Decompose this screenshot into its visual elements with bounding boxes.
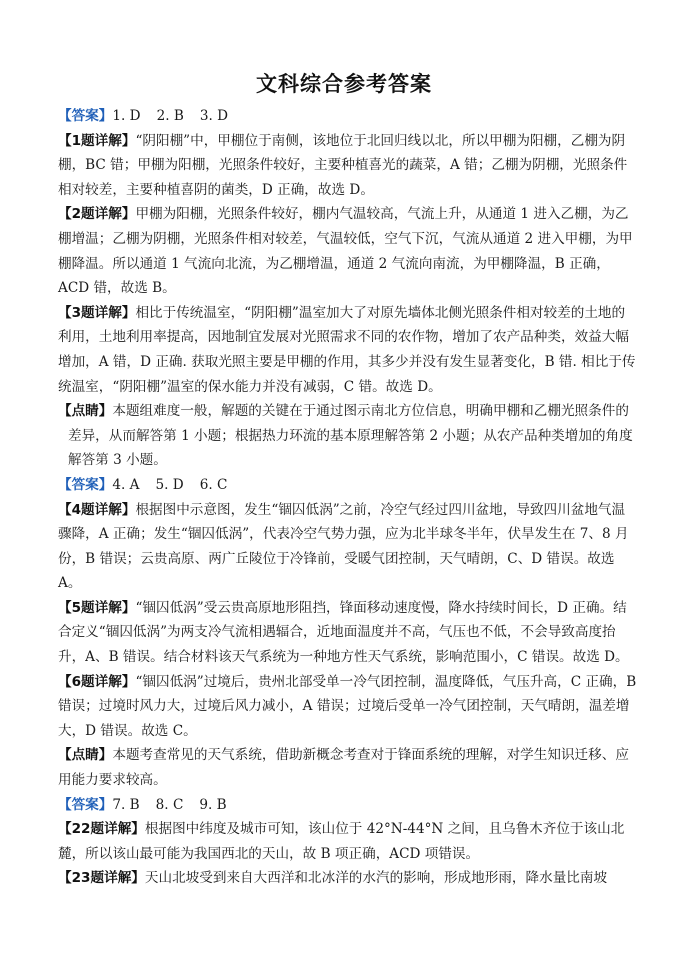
answer-tag: 【答案】 [58,796,113,813]
explanation-paragraph [58,301,638,399]
section-tag: 【23题详解】 [58,870,145,887]
answer-tag: 【答案】 [58,476,113,493]
answer-item: 6. C [199,476,228,493]
explanation-paragraph [58,498,638,596]
paragraph-text: 本题考查常见的天气系统，借助新概念考查对于锋面系统的理解，对学生知识迁移、应用能力要求较高。 [58,747,629,789]
section-tag: 【6题详解】 [58,673,136,690]
section-tag: 【2题详解】 [58,206,136,223]
section-tag: 【点睛】 [58,403,113,420]
explanation-paragraph [58,743,638,792]
answer-item: 2. B [156,108,184,124]
answer-item: 8. C [155,796,184,813]
answer-line [58,104,638,129]
section-tag: 【22题详解】 [58,821,145,838]
answer-line [58,793,638,818]
explanation-paragraph [58,817,638,866]
answer-content [58,104,638,891]
page-title: 文科综合参考答案 [256,72,432,96]
answer-tag: 【答案】 [58,108,113,124]
paragraph-text: 天山北坡受到来自大西洋和北冰洋的水汽的影响，形成地形雨，降水量比南坡 [144,870,608,887]
paragraph-text: “锢囚低涡”过境后，贵州北部受单一冷气团控制，温度降低，气压升高，C 正确，B 错误；过境时风力大，过境后风力减小，A 错误；过境后受单一冷气团控制，天气晴朗，温差增大，D 错误。故选 C。 [58,673,637,739]
answer-item: 1. D [112,108,141,124]
paragraph-text: 根据图中纬度及城市可知，该山位于 42°N-44°N 之间，且乌鲁木齐位于该山北麓，所以该山最可能为我国西北的天山，故 B 项正确，ACD 项错误。 [58,821,625,862]
paragraph-text: 本题组难度一般，解题的关键在于通过图示南北方位信息，明确甲棚和乙棚光照条件的差异，从而解答第 1 小题；根据热力环流的基本原理解答第 2 小题；从农产品种类增加的角度解答第 3 小题。 [68,403,633,469]
explanation-paragraph [58,399,638,473]
explanation-paragraph [58,202,638,300]
paragraph-text: 根据图中示意图，发生“锢囚低涡”之前，冷空气经过四川盆地，导致四川盆地气温骤降，A 正确；发生“锢囚低涡”，代表冷空气势力强，应为北半球冬半年，伏旱发生在 7、8 月份，B 错误；云贵高原、两广丘陵位于冷锋前，受暖气团控制，天气晴朗，C、D 错误。故选 A。 [58,501,629,592]
explanation-paragraph [58,596,638,670]
answer-item: 4. A [112,476,140,493]
section-tag: 【5题详解】 [58,599,136,616]
section-tag: 【1题详解】 [58,132,136,149]
section-tag: 【3题详解】 [58,304,136,321]
answer-line [58,473,638,498]
paragraph-text: “阴阳棚”中，甲棚位于南侧，该地位于北回归线以北，所以甲棚为阳棚，乙棚为阴棚，BC 错；甲棚为阳棚，光照条件较好，主要种植喜光的蔬菜，A 错；乙棚为阴棚，光照条件相对较差，主要种植喜阴的菌类，D 正确，故选 D。 [58,132,628,198]
answer-item: 9. B [199,796,227,813]
explanation-paragraph [58,129,638,203]
explanation-paragraph [58,866,638,891]
paragraph-text: “锢囚低涡”受云贵高原地形阻挡，锋面移动速度慢，降水持续时间长，D 正确。结合定义“锢囚低涡”为两支冷气流相遇辐合，近地面温度并不高，气压也不低，不会导致高度抬升，A、B 错误。结合材料该天气系统为一种地方性天气系统，影响范围小，C 错误。故选 D。 [58,599,629,666]
answer-item: 3. D [199,108,229,124]
section-tag: 【4题详解】 [58,501,136,518]
paragraph-text: 相比于传统温室，“阴阳棚”温室加大了对原先墙体北侧光照条件相对较差的土地的利用，土地利用率提高，因地制宜发展对光照需求不同的农作物，增加了农产品种类，效益大幅增加，A 错，D 正确. 获取光照主要是甲棚的作用，其多少并没有发生显著变化，B 错. 相比于传统温室，“阴阳棚”温室的保水能力并没有减弱，C 错。故选 D。 [58,304,636,395]
answer-item: 7. B [112,796,140,813]
explanation-paragraph [58,670,638,744]
section-tag: 【点睛】 [58,747,113,764]
answer-item: 5. D [155,476,184,493]
paragraph-text: 甲棚为阳棚，光照条件较好，棚内气温较高，气流上升，从通道 1 进入乙棚，为乙棚增温；乙棚为阴棚，光照条件相对较差，气温较低，空气下沉，气流从通道 2 进入甲棚，为甲棚降温。所以通道 1 气流向北流，为乙棚增温，通道 2 气流向南流，为甲棚降温，B 正确，ACD 错，故选 B。 [58,206,633,297]
